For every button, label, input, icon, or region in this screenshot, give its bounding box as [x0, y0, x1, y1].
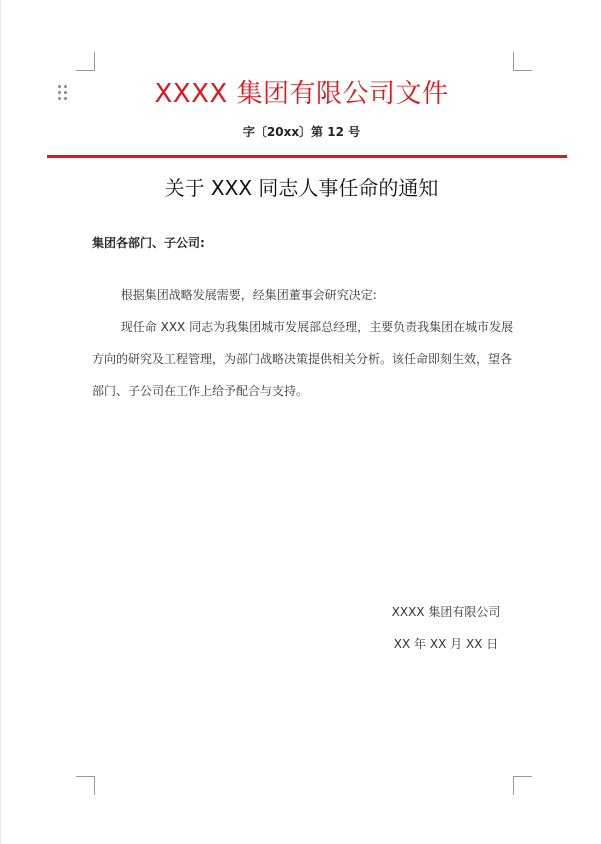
signature-date[interactable]: XX 年 XX 月 XX 日 — [393, 637, 499, 651]
recipient-line[interactable]: 集团各部门、子公司: — [92, 236, 205, 250]
crop-mark-bottom-left — [76, 776, 95, 795]
crop-mark-top-right — [513, 52, 532, 71]
body-paragraph[interactable]: 根据集团战略发展需要，经集团董事会研究决定: — [120, 288, 377, 302]
signature-block — [381, 596, 511, 660]
notice-title[interactable]: 关于 XXX 同志人事任命的通知 — [164, 176, 439, 200]
signature-company[interactable]: XXXX 集团有限公司 — [391, 605, 501, 619]
red-header-rule — [47, 155, 567, 158]
body-text[interactable] — [92, 279, 515, 407]
organization-header-title[interactable]: XXXX 集团有限公司文件 — [154, 79, 449, 109]
crop-mark-bottom-right — [513, 776, 532, 795]
document-number[interactable]: 字〔20xx〕第 12 号 — [242, 125, 361, 139]
body-paragraph[interactable]: 现任命 XXX 同志为我集团城市发展部总经理，主要负责我集团在城市发展方向的研究及工程管理，为部门战略决策提供相关分析。该任命即刻生效，望各部门、子公司在工作上给予配合与支持。 — [92, 320, 514, 398]
crop-mark-top-left — [76, 52, 95, 71]
